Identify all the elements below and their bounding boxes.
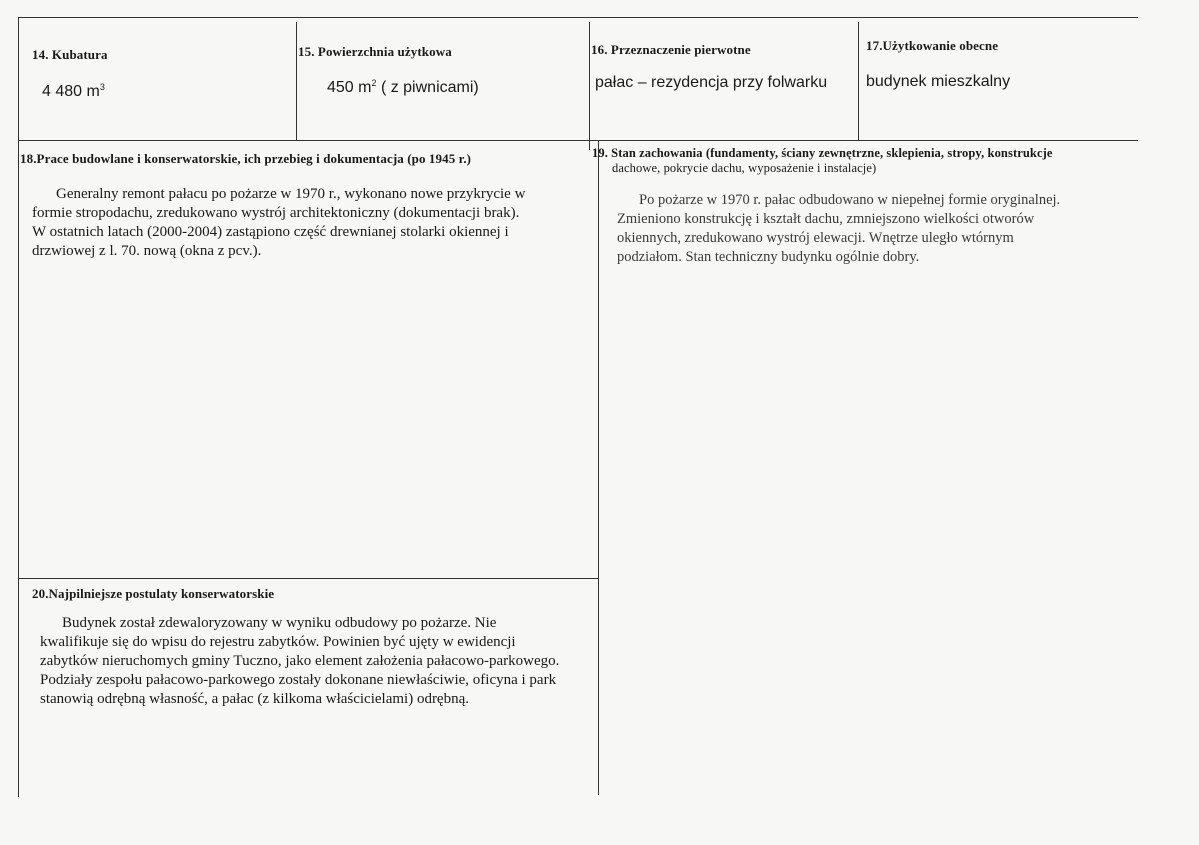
field-20-line: Budynek został zdewaloryzowany w wyniku odbudowy po pożarze. Nie	[62, 615, 497, 631]
field-19-label-line1: 19. Stan zachowania (fundamenty, ściany zewnętrzne, sklepienia, stropy, konstrukcje	[592, 146, 1053, 160]
field-18-text	[32, 185, 525, 261]
divider-15-16	[589, 22, 590, 150]
field-19-text	[617, 191, 1060, 267]
field-18-line: drzwiowej z l. 70. nową (okna z pcv.).	[32, 243, 262, 259]
field-15-value-sup: 2	[371, 78, 377, 88]
field-18-line: Generalny remont pałacu po pożarze w 1970 r., wykonano nowe przykrycie w	[56, 186, 526, 202]
left-border	[18, 17, 19, 797]
top-rule	[18, 17, 1138, 18]
field-14-label: 14. Kubatura	[32, 47, 108, 62]
field-18-line: W ostatnich latach (2000-2004) zastąpiono część drewnianej stolarki okiennej i	[32, 224, 509, 240]
field-20-line: stanowią odrębną własność, a pałac (z kilkoma właścicielami) odrębną.	[40, 691, 470, 707]
field-15-label: 15. Powierzchnia użytkowa	[298, 44, 452, 59]
field-16-value: pałac – rezydencja przy folwarku	[595, 74, 828, 91]
field-16-label: 16. Przeznaczenie pierwotne	[591, 42, 751, 57]
field-15-value	[327, 78, 479, 97]
divider-left-right	[598, 140, 599, 795]
field-19-line: okiennych, zredukowano wystrój elewacji. Wnętrze uległo wtórnym	[617, 230, 1014, 246]
field-17-value: budynek mieszkalny	[866, 73, 1011, 90]
field-15-value-post: ( z piwnicami)	[380, 79, 479, 96]
field-20-text	[40, 614, 559, 709]
field-17-label: 17.Użytkowanie obecne	[866, 38, 999, 53]
field-14-value-text: 4 480 m	[42, 83, 100, 100]
field-14-value	[42, 82, 105, 101]
field-20-line: zabytków nieruchomych gminy Tuczno, jako element założenia pałacowo-parkowego.	[40, 653, 560, 669]
divider-14-15	[296, 22, 297, 140]
field-18-line: formie stropodachu, zredukowano wystrój architektoniczny (dokumentacji brak).	[32, 205, 520, 221]
field-19-line: Po pożarze w 1970 r. pałac odbudowano w niepełnej formie oryginalnej.	[639, 192, 1061, 208]
field-20-line: Podziały zespołu pałacowo-parkowego zostały dokonane niewłaściwie, oficyna i park	[40, 672, 557, 688]
field-20-line: kwalifikuje się do wpisu do rejestru zabytków. Powinien być ujęty w ewidencji	[40, 634, 516, 650]
field-14-value-sup: 3	[99, 82, 105, 92]
field-20-label: 20.Najpilniejsze postulaty konserwatorskie	[32, 586, 275, 601]
field-19-line: podziałom. Stan techniczny budynku ogólnie dobry.	[617, 249, 920, 265]
field-15-value-pre: 450 m	[327, 79, 372, 96]
row1-bottom-rule	[18, 140, 1138, 141]
field-18-label: 18.Prace budowlane i konserwatorskie, ich przebieg i dokumentacja (po 1945 r.)	[20, 151, 472, 166]
field-19-line: Zmieniono konstrukcję i kształt dachu, zmniejszono wielkości otworów	[617, 211, 1035, 227]
field-19-label-line2: dachowe, pokrycie dachu, wyposażenie i instalacje)	[612, 161, 877, 175]
row2-left-bottom-rule	[18, 578, 598, 579]
divider-16-17	[858, 22, 859, 140]
